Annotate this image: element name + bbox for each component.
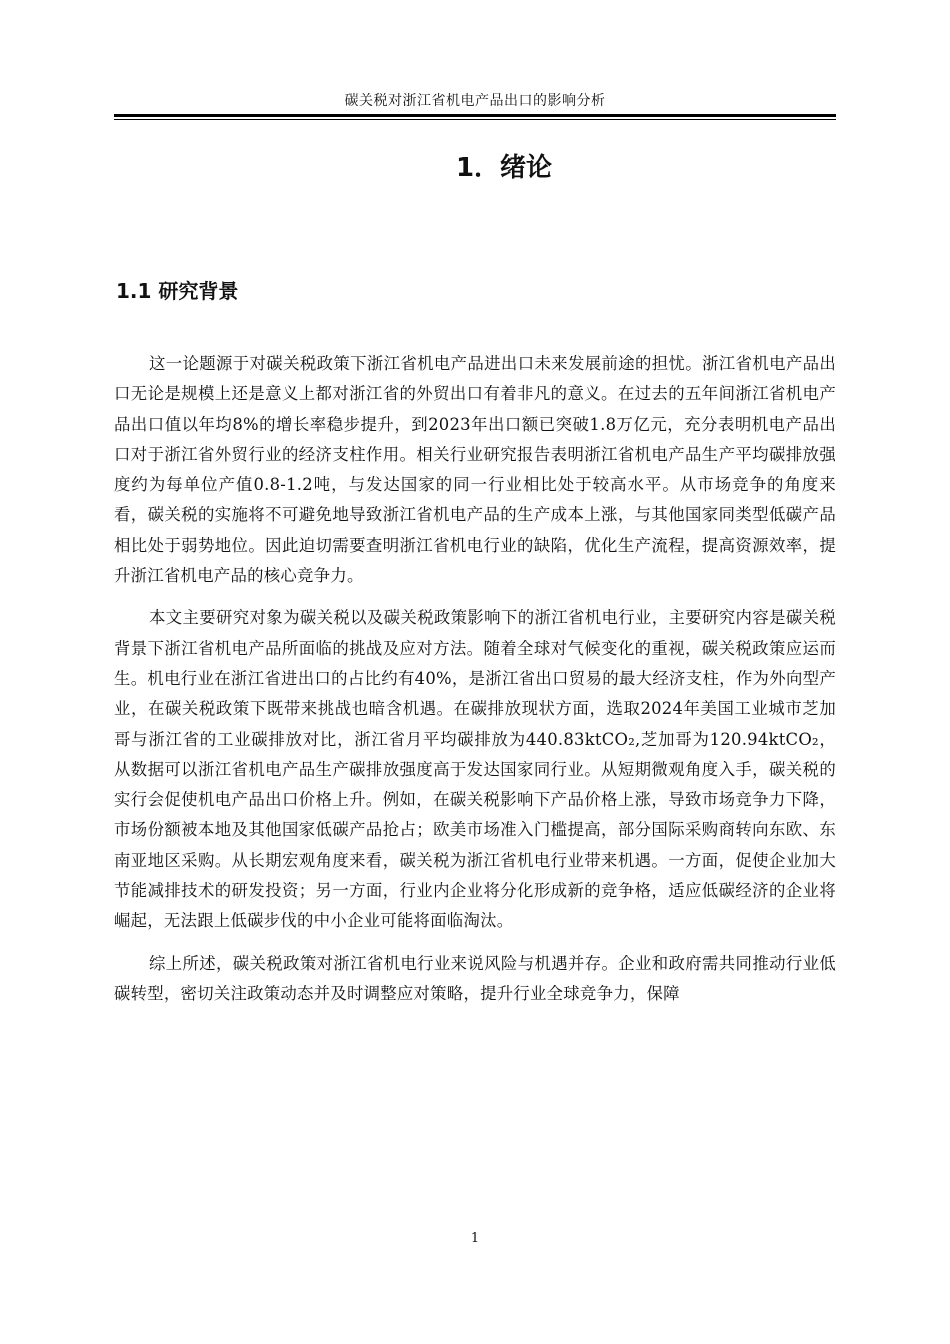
header-rule-thin: [114, 119, 836, 120]
header-rule-thick: [114, 114, 836, 117]
page-number: 1: [470, 1231, 480, 1246]
paragraph: 这一论题源于对碳关税政策下浙江省机电产品进出口未来发展前途的担忧。浙江省机电产品出口无论是规模上还是意义上都对浙江省的外贸出口有着非凡的意义。在过去的五年间浙江省机电产品出口值以年均8%的增长率稳步提升，到2023年出口额已突破1.8万亿元，充分表明机电产品出口对于浙江省外贸行业的经济支柱作用。相关行业研究报告表明浙江省机电产品生产平均碳排放强度约为每单位产值0.8-1.2吨，与发达国家的同一行业相比处于较高水平。从市场竞争的角度来看，碳关税的实施将不可避免地导致浙江省机电产品的生产成本上涨，与其他国家同类型低碳产品相比处于弱势地位。因此迫切需要查明浙江省机电行业的缺陷，优化生产流程，提高资源效率，提升浙江省机电产品的核心竞争力。: [114, 354, 836, 586]
paragraph: 综上所述，碳关税政策对浙江省机电行业来说风险与机遇并存。企业和政府需共同推动行业低碳转型，密切关注政策动态并及时调整应对策略，提升行业全球竞争力，保障: [114, 953, 836, 1003]
paragraph: 本文主要研究对象为碳关税以及碳关税政策影响下的浙江省机电行业，主要研究内容是碳关税背景下浙江省机电产品所面临的挑战及应对方法。随着全球对气候变化的重视，碳关税政策应运而生。机电行业在浙江省进出口的占比约有40%，是浙江省出口贸易的最大经济支柱，作为外向型产业，在碳关税政策下既带来挑战也暗含机遇。在碳排放现状方面，选取2024年美国工业城市芝加哥与浙江省的工业碳排放对比，浙江省月平均碳排放为440.83ktCO₂,芝加哥为120.94ktCO₂，从数据可以浙江省机电产品生产碳排放强度高于发达国家同行业。从短期微观角度入手，碳关税的实行会促使机电产品出口价格上升。例如，在碳关税影响下产品价格上涨，导致市场竞争力下降，市场份额被本地及其他国家低碳产品抢占；欧美市场准入门槛提高，部分国际采购商转向东欧、东南亚地区采购。从长期宏观角度来看，碳关税为浙江省机电行业带来机遇。一方面，促使企业加大节能减排技术的研发投资；另一方面，行业内企业将分化形成新的竞争格，适应低碳经济的企业将崛起，无法跟上低碳步伐的中小企业可能将面临淘汰。: [114, 608, 836, 931]
running-header: 碳关税对浙江省机电产品出口的影响分析: [344, 93, 606, 109]
section-title: 1.1 研究背景: [116, 279, 239, 303]
body-text: [114, 349, 836, 1021]
chapter-title: 1．绪论: [455, 153, 553, 183]
